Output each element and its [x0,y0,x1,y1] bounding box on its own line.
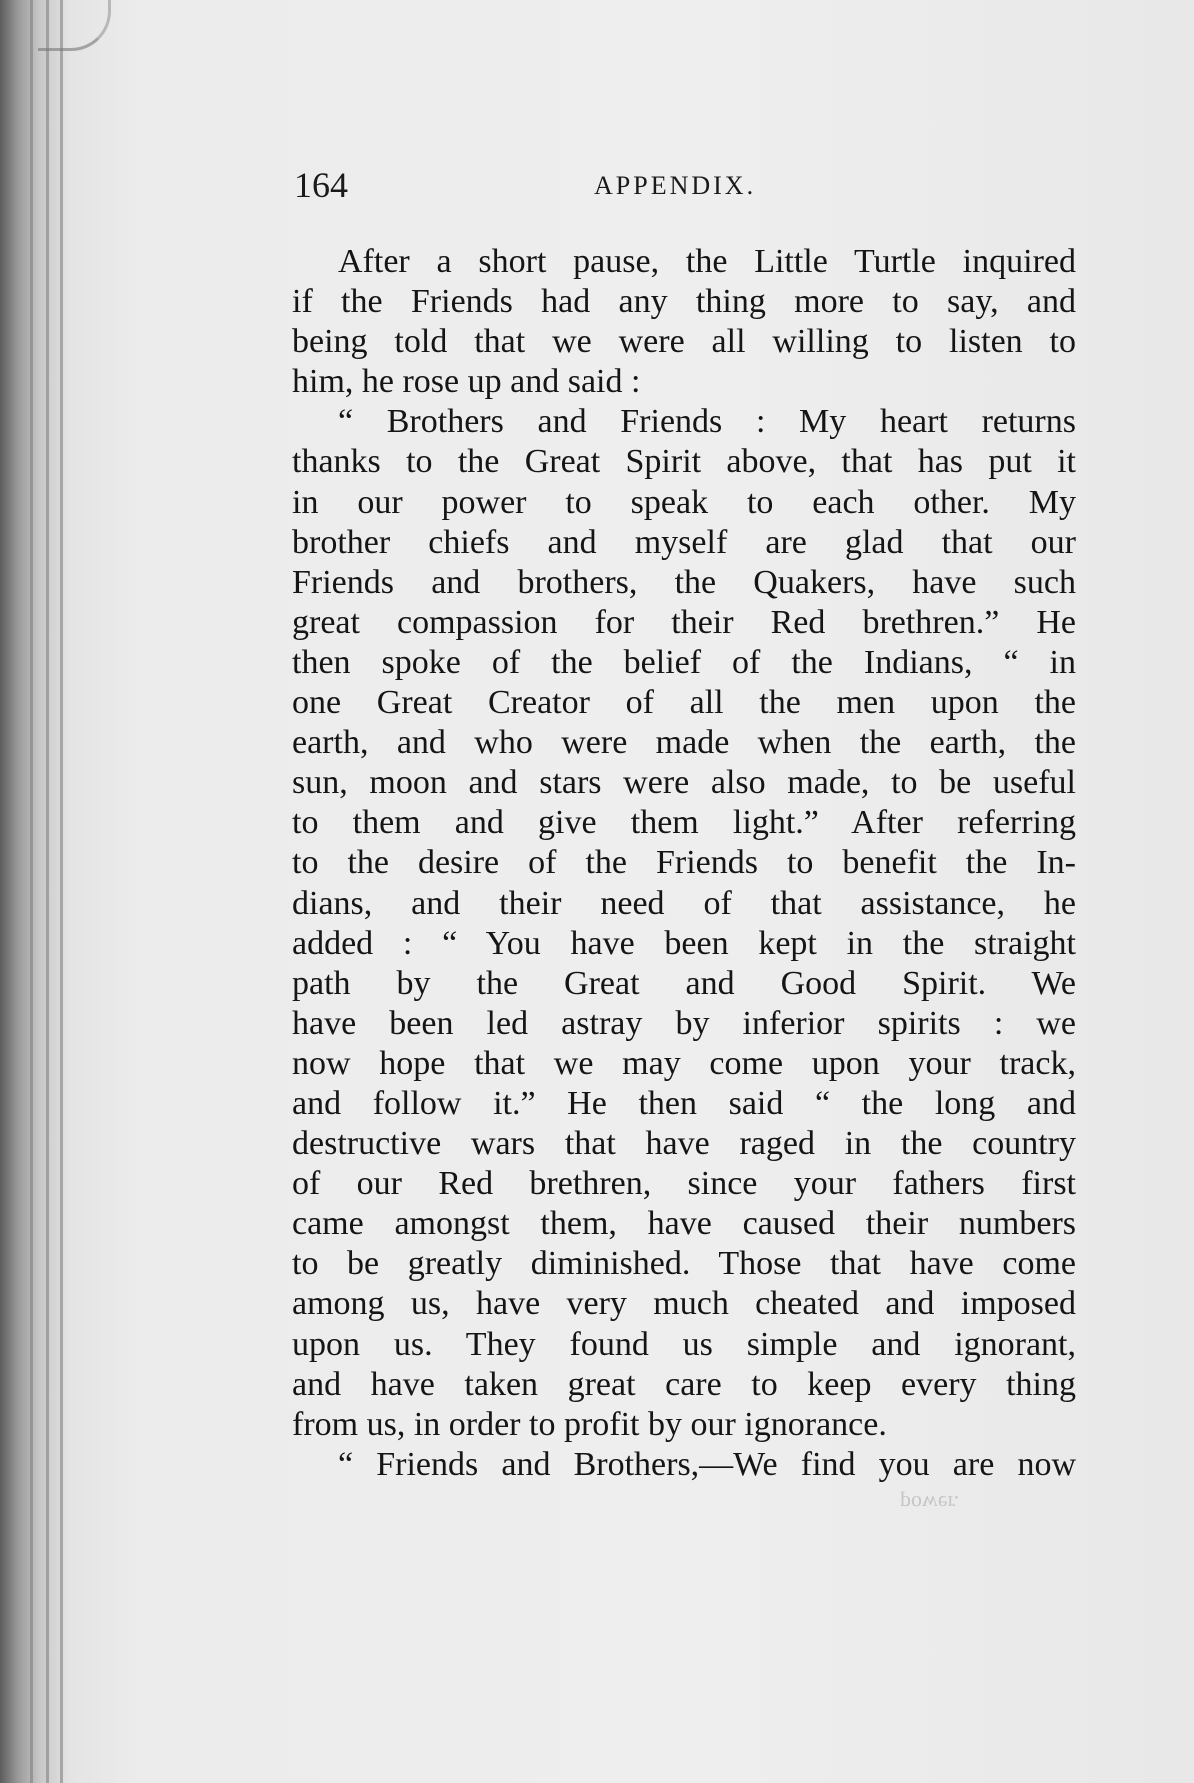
text-line: path by the Great and Good Spirit. We [292,964,1076,1002]
text-line: to be greatly diminished. Those that have come [292,1245,1076,1283]
text-line: being told that we were all willing to listen to [292,323,1076,361]
text-line: if the Friends had any thing more to say, and [292,283,1076,321]
text-line: came amongst them, have caused their numbers [292,1205,1076,1243]
text-line: then spoke of the belief of the Indians, “ in [292,643,1076,681]
text-line: brother chiefs and myself are glad that our [292,523,1076,561]
text-line: and have taken great care to keep every thing [292,1365,1076,1403]
page-header [294,160,1076,210]
body-text [292,242,1076,1485]
text-line: thanks to the Great Spirit above, that has put it [292,443,1076,481]
text-line: have been led astray by inferior spirits : we [292,1004,1076,1042]
text-line: earth, and who were made when the earth, the [292,724,1076,762]
page-edge-line [60,0,63,1783]
text-line: sun, moon and stars were also made, to be useful [292,764,1076,802]
text-line: great compassion for their Red brethren.” He [292,603,1076,641]
page-edge-line [30,0,33,1783]
text-line: dians, and their need of that assistance, he [292,884,1076,922]
text-line: After a short pause, the Little Turtle inquired [338,243,1076,280]
text-line: added : “ You have been kept in the straight [292,924,1076,962]
corner-fold [38,0,111,51]
bleed-through-text: power. [900,1491,960,1516]
text-line: of our Red brethren, since your fathers first [292,1165,1076,1203]
text-line: among us, have very much cheated and imposed [292,1285,1076,1323]
text-line: Friends and brothers, the Quakers, have such [292,563,1076,601]
running-head: APPENDIX. [594,171,757,200]
text-line: “ Brothers and Friends : My heart returns [338,403,1076,441]
text-line: to the desire of the Friends to benefit the In- [292,844,1076,882]
text-line: one Great Creator of all the men upon the [292,684,1076,722]
text-line: in our power to speak to each other. My [292,483,1076,521]
text-line: now hope that we may come upon your track, [292,1044,1076,1082]
text-line: destructive wars that have raged in the country [292,1125,1076,1163]
text-line: him, he rose up and said : [292,363,641,401]
text-line: upon us. They found us simple and ignorant, [292,1325,1076,1363]
text-line: and follow it.” He then said “ the long and [292,1084,1076,1122]
text-line: “ Friends and Brothers,—We find you are now [338,1445,1076,1483]
text-line: from us, in order to profit by our ignorance. [292,1405,887,1443]
page-edge-line [46,0,49,1783]
page-number: 164 [294,165,348,205]
text-line: to them and give them light.” After referring [292,804,1076,842]
